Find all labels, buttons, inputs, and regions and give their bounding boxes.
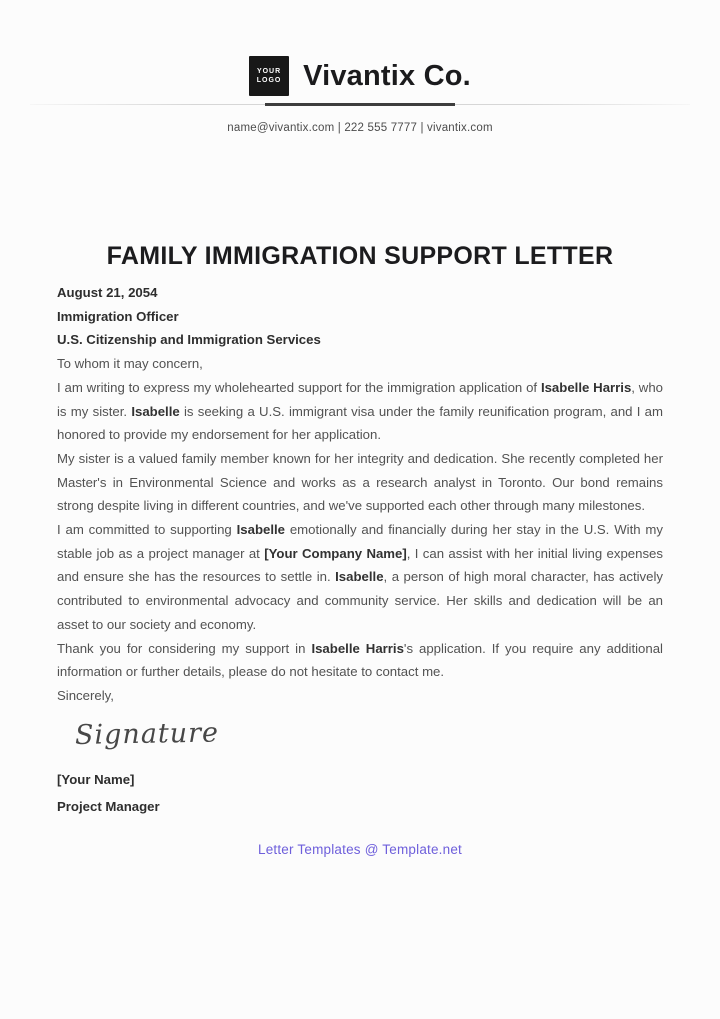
- logo-text-line2: LOGO: [256, 77, 282, 84]
- signature-script: Signature: [74, 717, 220, 751]
- recipient-name: Immigration Officer: [57, 308, 179, 324]
- body-paragraph-2: My sister is a valued family member known for her integrity and dedication. She recently completed her Master's in Environmental Science and works as a research analyst in Toronto. Our bond remains strong despite living in different countries, and we've supported each other through many milestones.: [57, 450, 663, 514]
- company-name: Vivantix Co.: [303, 59, 471, 92]
- template-credit-footer: [0, 841, 720, 859]
- letterhead: [0, 0, 720, 134]
- salutation: To whom it may concern,: [57, 356, 203, 372]
- body-paragraph-4: Thank you for considering my support in Isabelle Harris's application. If you require any additional information or further details, please do not hesitate to contact me.: [57, 640, 663, 680]
- signer-title: Project Manager: [57, 799, 160, 815]
- header-divider: [0, 103, 720, 107]
- letter-title: FAMILY IMMIGRATION SUPPORT LETTER: [106, 242, 614, 270]
- your-logo-placeholder-icon: [249, 56, 289, 96]
- brand-row: [0, 56, 720, 96]
- closing: Sincerely,: [57, 687, 114, 703]
- contact-line: name@vivantix.com | 222 555 7777 | vivantix.com: [227, 122, 493, 134]
- body-paragraph-3: I am committed to supporting Isabelle emotionally and financially during her stay in the U.S. With my stable job as a project manager at [Your Company Name], I can assist with her initial living expenses and ensure she has the resources to settle in. Isabelle, a person of high moral character, has actively contributed to environmental advocacy and community service. Her skills and dedication will be an asset to our society and economy.: [57, 522, 663, 632]
- logo-text-line1: YOUR: [256, 68, 282, 75]
- body-paragraph-1: I am writing to express my wholehearted support for the immigration application of Isabelle Harris, who is my sister. Isabelle is seeking a U.S. immigrant visa under the family reunification program, and I am honored to provide my endorsement for her application.: [57, 379, 663, 443]
- letter-date: August 21, 2054: [57, 285, 158, 300]
- recipient-organization: U.S. Citizenship and Immigration Services: [57, 332, 321, 348]
- template-credit-link[interactable]: Letter Templates @ Template.net: [257, 842, 462, 857]
- divider-dark-line: [265, 103, 455, 106]
- signer-name: [Your Name]: [57, 771, 135, 787]
- letter-body: [57, 281, 663, 821]
